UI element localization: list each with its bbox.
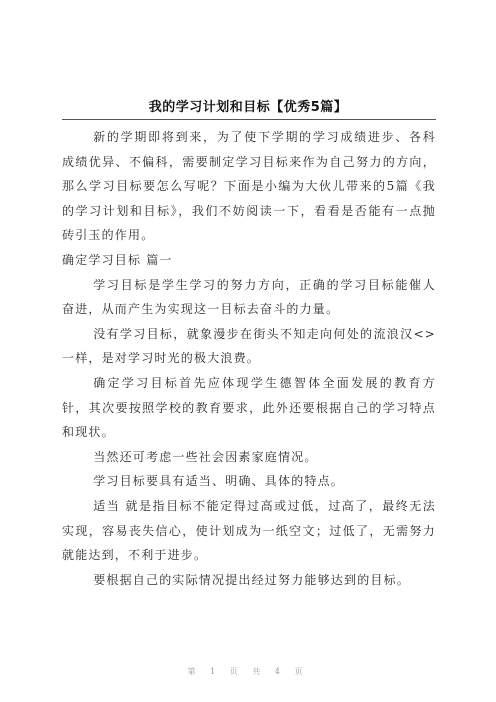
body-paragraph: 没有学习目标，就象漫步在街头不知走向何处的流浪汉<>一样，是对学习时光的极大浪费。 (62, 326, 436, 366)
body-paragraph: 适当 就是指目标不能定得过高或过低，过高了，最终无法实现，容易丧失信心，使计划成为一纸空文；过低了，无需努力就能达到，不利于进步。 (62, 498, 436, 563)
body-paragraph: 学习目标要具有适当、明确、具体的特点。 (93, 474, 344, 489)
body-paragraph: 学习目标是学生学习的努力方向，正确的学习目标能催人奋进，从而产生为实现这一目标去奋斗的力量。 (62, 277, 436, 317)
intro-paragraph: 新的学期即将到来，为了使下学期的学习成绩进步、各科成绩优异、不偏科，需要制定学习目标来作为自己努力的方向，那么学习目标要怎么写呢？下面是小编为大伙儿带来的5篇《我的学习计划和目标》，我们不妨阅读一下，看看是否能有一点抛砖引玉的作用。 (62, 130, 436, 243)
document-title: 我的学习计划和目标【优秀5篇】 (148, 100, 348, 115)
body-paragraph: 要根据自己的实际情况提出经过努力能够达到的目标。 (93, 572, 410, 587)
body-paragraph: 当然还可考虑一些社会因素家庭情况。 (93, 449, 318, 464)
title-divider (62, 119, 436, 120)
document-body (62, 125, 436, 592)
section-heading: 确定学习目标 篇一 (62, 252, 173, 267)
page-number-footer: 第 1 页 共 4 页 (187, 667, 309, 676)
body-paragraph: 确定学习目标首先应体现学生德智体全面发展的教育方针，其次要按照学校的教育要求，此外还要根据自己的学习特点和现状。 (62, 375, 436, 440)
